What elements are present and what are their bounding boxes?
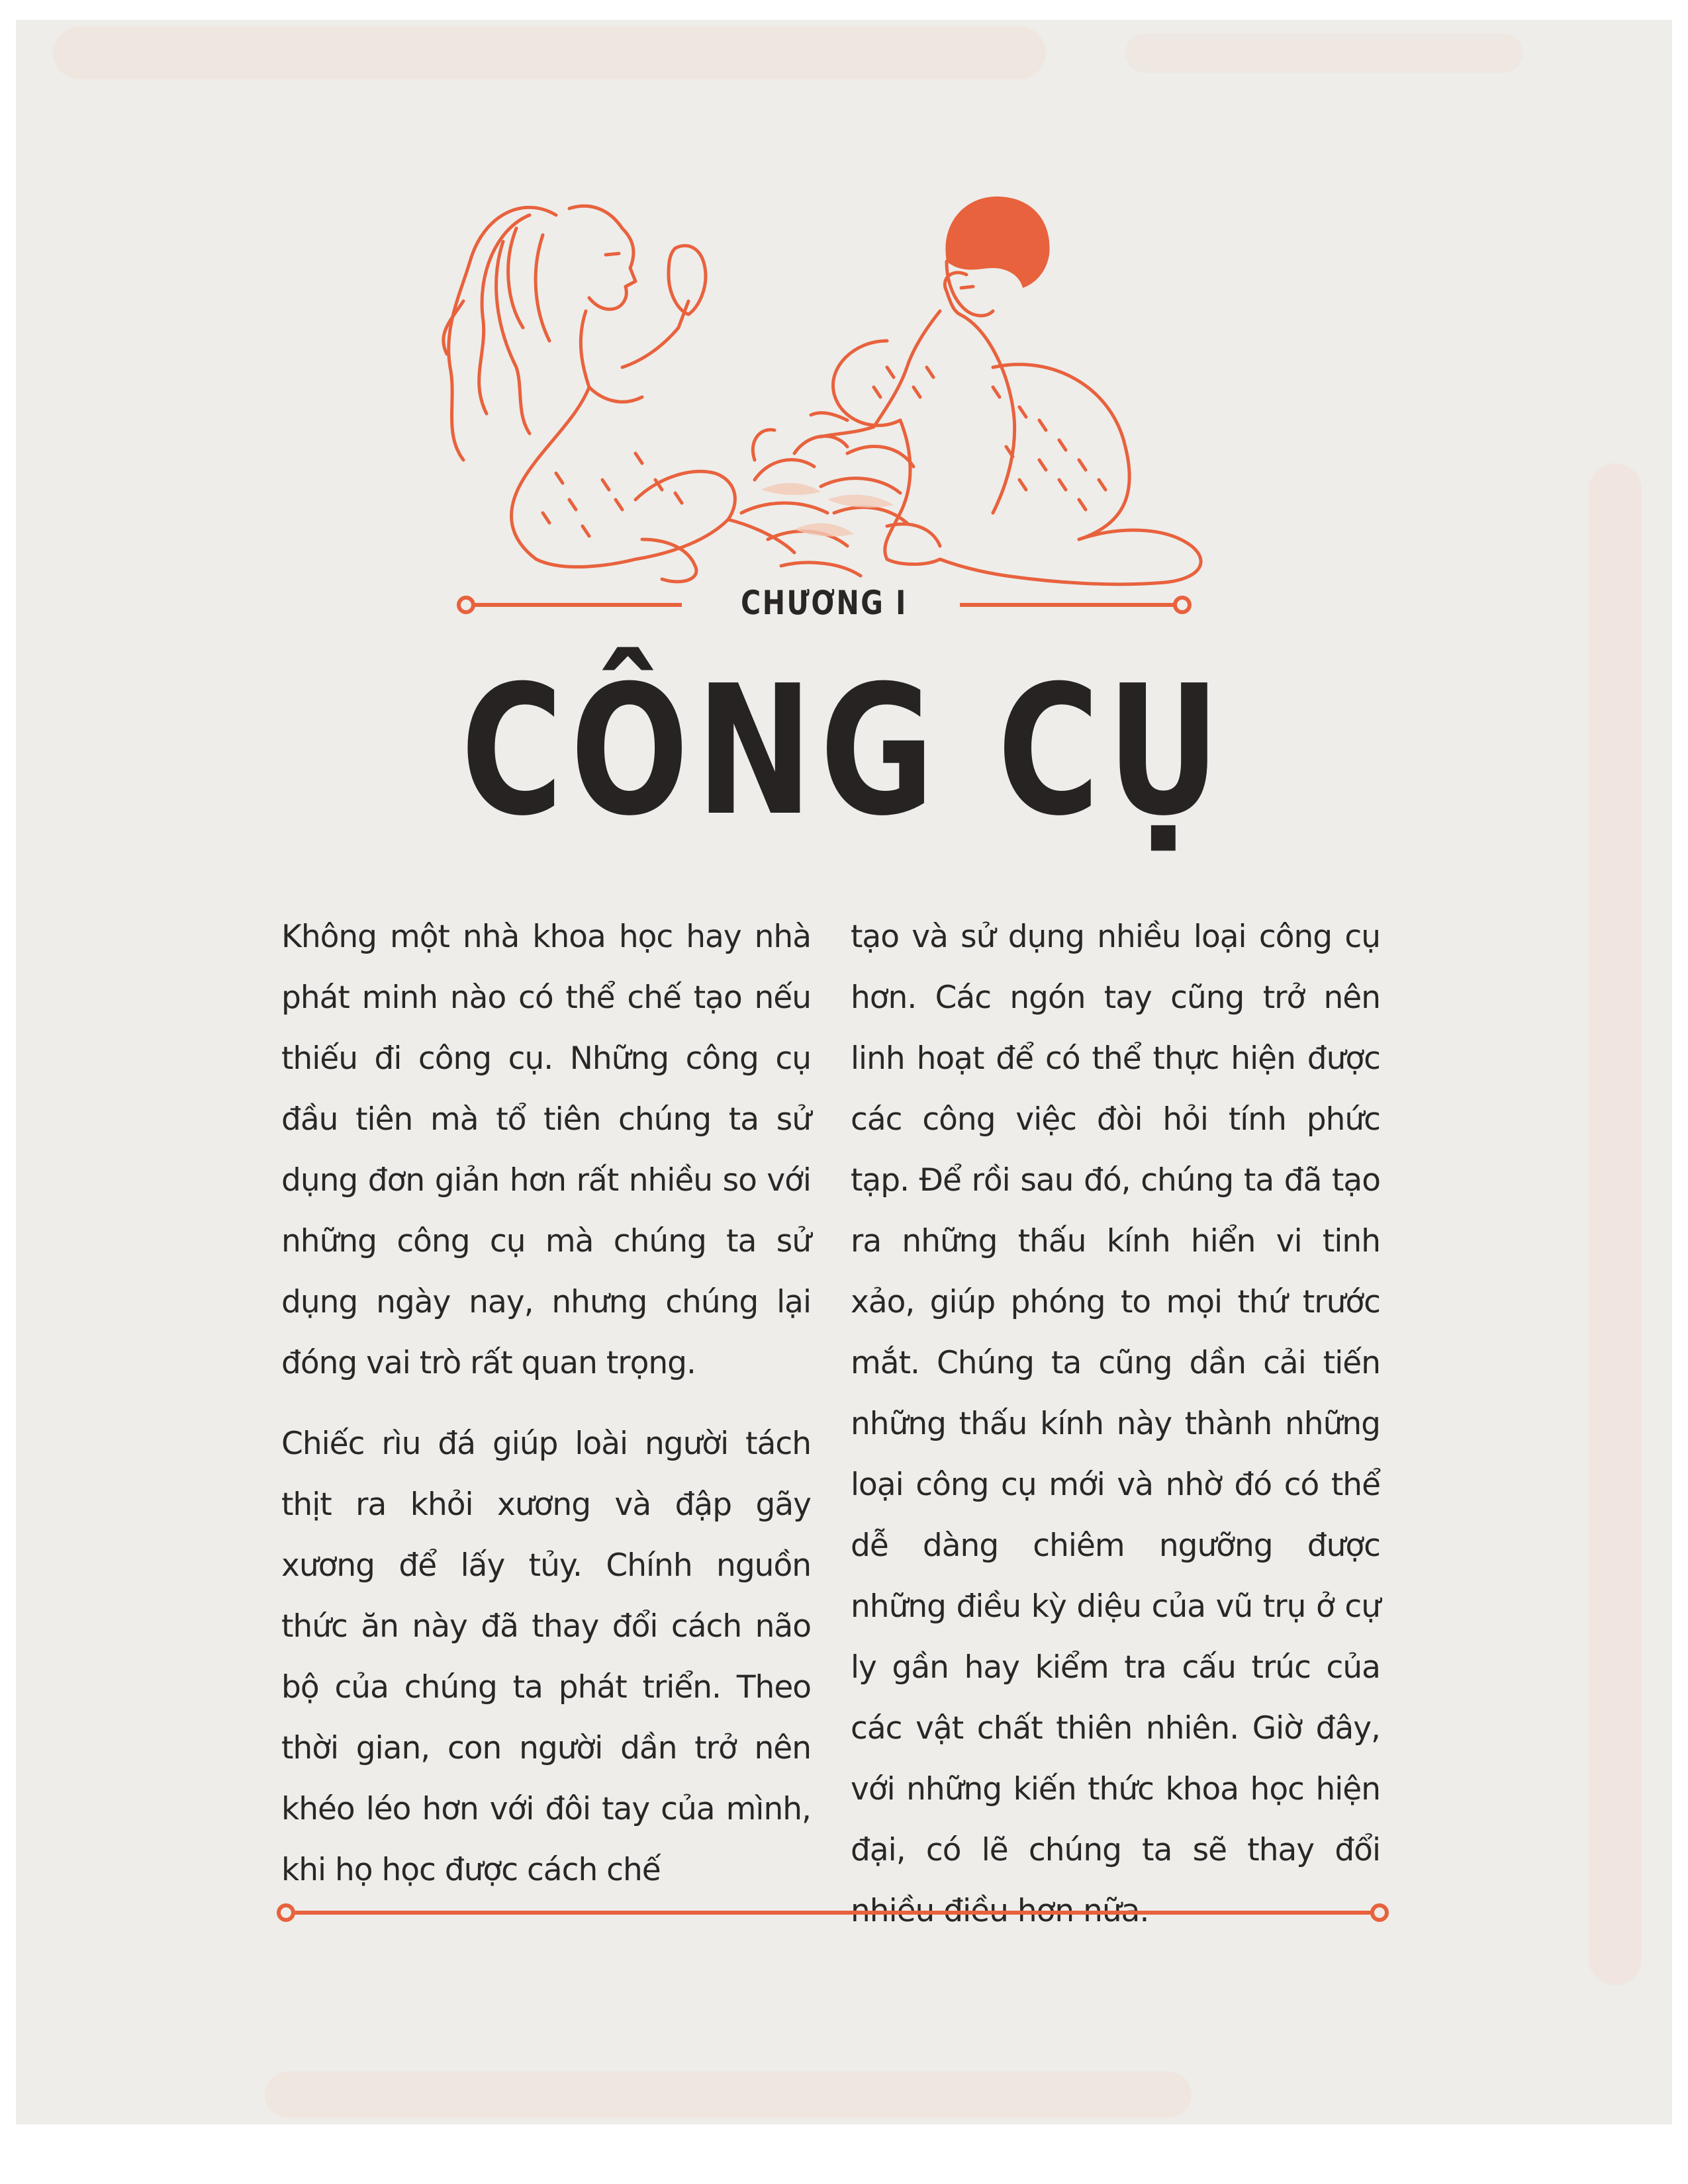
body-column-right (851, 907, 1380, 1962)
chapter-label: CHƯƠNG I (741, 584, 908, 622)
body-paragraph: tạo và sử dụng nhiều loại công cụ hơn. Các ngón tay cũng trở nên linh hoạt để có thể thực hiện được các công việc đòi hỏi tính phức tạp. Để rồi sau đó, chúng ta đã tạo ra những thấu kính hiển vi tinh xảo, giúp phóng to mọi thứ trước mắt. Chúng ta cũng dần cải tiến những thấu kính này thành những loại công cụ mới và nhờ đó có thể dễ dàng chiêm ngưỡng được những điều kỳ diệu của vũ trụ ở cự ly gần hay kiểm tra cấu trúc của các vật chất thiên nhiên. Giờ đây, với những kiến thức khoa học hiện đại, có lẽ chúng ta sẽ thay đổi nhiều điều hơn nữa. (851, 919, 1380, 1929)
paint-wash-top (53, 26, 1046, 79)
early-humans-making-tools-illustration (424, 169, 1231, 592)
paint-wash-top-right (1125, 33, 1523, 73)
body-paragraph: Không một nhà khoa học hay nhà phát minh nào có thể chế tạo nếu thiếu đi công cụ. Những công cụ đầu tiên mà tổ tiên chúng ta sử dụng đơn giản hơn rất nhiều so với những công cụ mà chúng ta sử dụng ngày nay, nhưng chúng lại đóng vai trò rất quan trọng. (281, 919, 811, 1381)
body-paragraph: Chiếc rìu đá giúp loài người tách thịt ra khỏi xương và đập gãy xương để lấy tủy. Chính nguồn thức ăn này đã thay đổi cách não bộ của chúng ta phát triển. Theo thời gian, con người dần trở nên khéo léo hơn với đôi tay của mình, khi họ học được cách chế (281, 1426, 811, 1888)
paint-wash-right (1589, 463, 1642, 1985)
paint-wash-bottom (265, 2071, 1192, 2118)
bottom-divider-line (277, 1899, 1389, 1926)
body-column-left (281, 907, 811, 1921)
chapter-heading-row (457, 581, 1192, 634)
chapter-title: CÔNG CỤ (460, 647, 1228, 855)
